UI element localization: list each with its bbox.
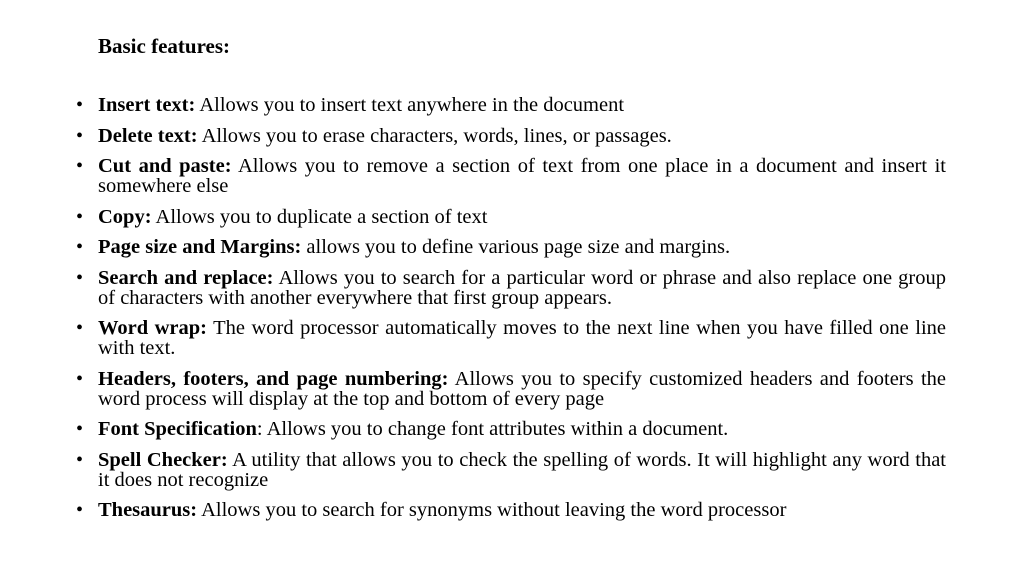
bullet-icon: •: [76, 236, 84, 258]
feature-description: Allows you to remove a section of text from one place in a document and insert it somewhere else: [98, 155, 947, 197]
bullet-icon: •: [76, 418, 84, 440]
feature-description: Allows you to search for a particular word or phrase and also replace one group of characters with another everywhere that first group appears.: [98, 266, 946, 309]
bullet-icon: •: [76, 94, 84, 116]
feature-item-cut-and-paste: [76, 155, 947, 197]
feature-description: allows you to define various page size and margins.: [301, 236, 731, 258]
heading: Basic features:: [98, 34, 230, 58]
bullet-icon: •: [76, 367, 84, 390]
feature-term: Thesaurus:: [98, 499, 198, 521]
feature-item-spell-checker: [76, 448, 946, 491]
feature-term: Spell Checker:: [98, 448, 228, 471]
bullet-icon: •: [76, 155, 84, 177]
feature-item-delete-text: [76, 124, 946, 147]
feature-description: Allows you to specify customized headers and footers the word process will display at the top and bottom of every page: [98, 367, 946, 410]
feature-term: Font Specification: [98, 418, 257, 440]
feature-item-headers-footers: [76, 367, 946, 410]
bullet-icon: •: [76, 124, 84, 147]
bullet-icon: •: [76, 448, 84, 471]
feature-item-search-and-replace: [76, 266, 946, 309]
feature-description: Allows you to insert text anywhere in the document: [195, 94, 625, 116]
feature-item-word-wrap: [76, 317, 946, 359]
feature-term: Page size and Margins:: [98, 236, 302, 258]
feature-description: : Allows you to change font attributes within a document.: [256, 418, 729, 440]
feature-term: Word wrap:: [98, 317, 207, 339]
bullet-icon: •: [76, 205, 84, 228]
feature-item-thesaurus: [76, 499, 946, 521]
feature-item-font-specification: [76, 418, 946, 440]
feature-list: [76, 94, 947, 521]
feature-term: Headers, footers, and page numbering:: [98, 367, 449, 390]
bullet-icon: •: [76, 266, 84, 289]
feature-term: Insert text:: [98, 94, 196, 116]
feature-description: Allows you to erase characters, words, lines, or passages.: [197, 124, 672, 147]
feature-term: Search and replace:: [98, 266, 274, 289]
feature-term: Copy:: [98, 205, 152, 228]
feature-description: The word processor automatically moves to the next line when you have filled one line with text.: [98, 317, 946, 359]
feature-item-page-size-and-margins: [76, 236, 946, 258]
feature-description: A utility that allows you to check the spelling of words. It will highlight any word that it does not recognize: [98, 448, 946, 491]
feature-item-insert-text: [76, 94, 946, 116]
bullet-icon: •: [76, 499, 84, 521]
bullet-icon: •: [76, 317, 84, 339]
feature-description: Allows you to search for synonyms without leaving the word processor: [197, 499, 787, 521]
feature-description: Allows you to duplicate a section of text: [151, 205, 488, 228]
feature-item-copy: [76, 205, 946, 228]
feature-term: Cut and paste:: [98, 155, 232, 177]
feature-term: Delete text:: [98, 124, 198, 147]
